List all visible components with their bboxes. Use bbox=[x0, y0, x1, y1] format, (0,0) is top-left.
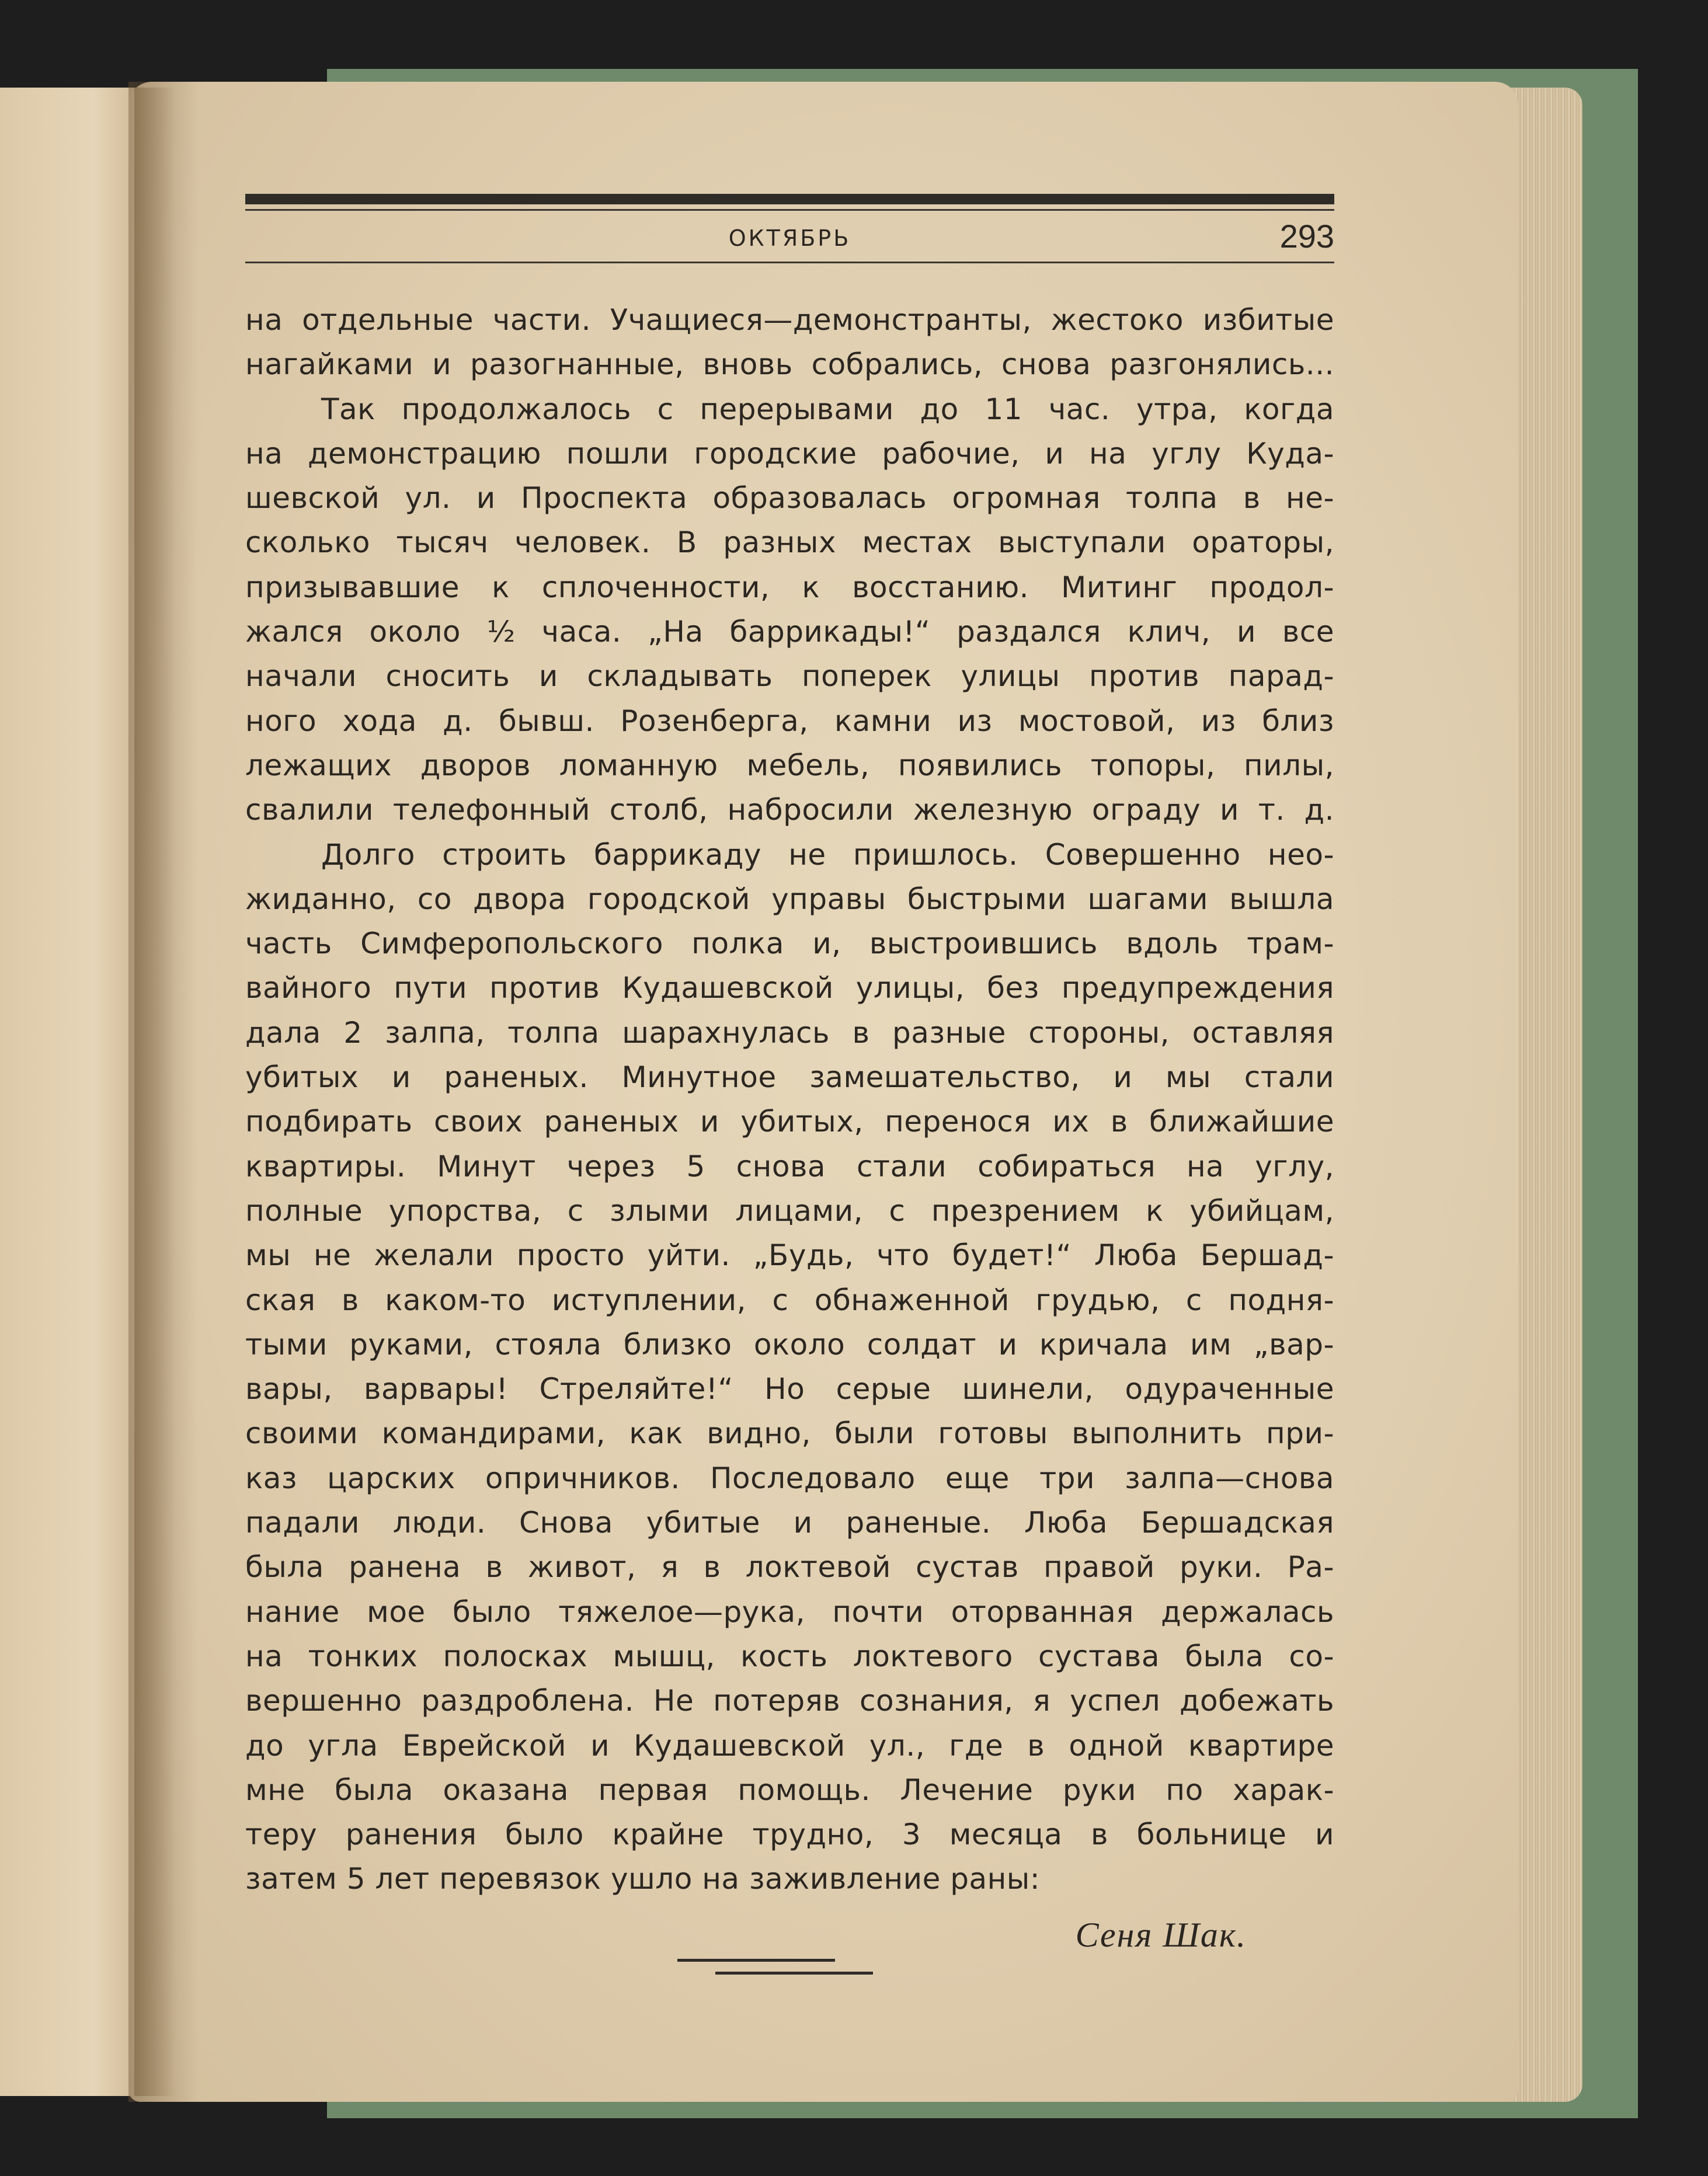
text-line: теру ранения было крайне трудно, 3 месяца в больнице и bbox=[245, 1818, 1334, 1852]
text-line: тыми руками, стояла близко около солдат и кричала им „вар- bbox=[245, 1327, 1334, 1362]
text-line: сколько тысяч человек. В разных местах выступали ораторы, bbox=[245, 525, 1334, 560]
page-number: 293 bbox=[1279, 218, 1334, 255]
body-text bbox=[245, 298, 1334, 1902]
text-line: вары, варвары! Стреляйте!“ Но серые шинели, одураченные bbox=[245, 1372, 1334, 1406]
header-thin-rule-bottom bbox=[245, 262, 1334, 263]
book-gutter bbox=[134, 88, 175, 2096]
text-line: квартиры. Минут через 5 снова стали собираться на углу, bbox=[245, 1149, 1334, 1183]
text-line: падали люди. Снова убитые и раненые. Люба Бершадская bbox=[245, 1506, 1334, 1540]
running-title: ОКТЯБРЬ bbox=[728, 225, 851, 251]
author-signature: Сеня Шак. bbox=[1075, 1916, 1247, 1954]
text-line: полные упорства, с злыми лицами, с презрением к убийцам, bbox=[245, 1193, 1334, 1228]
end-rule bbox=[677, 1959, 835, 1962]
header-thick-rule bbox=[245, 194, 1334, 204]
text-line: Так продолжалось с перерывами до 11 час. утра, когда bbox=[321, 392, 1334, 426]
text-line: убитых и раненых. Минутное замешательство, и мы стали bbox=[245, 1060, 1334, 1095]
text-line: на отдельные части. Учащиеся—демонстранты, жестоко избитые bbox=[245, 303, 1334, 337]
text-line: подбирать своих раненых и убитых, перенося их в ближайшие bbox=[245, 1105, 1334, 1139]
text-line: своими командирами, как видно, были готовы выполнить при- bbox=[245, 1416, 1334, 1451]
text-line: нание мое было тяжелое—рука, почти оторванная держалась bbox=[245, 1594, 1334, 1629]
text-line: жался около ½ часа. „На баррикады!“ раздался клич, и все bbox=[245, 615, 1334, 649]
text-line: жиданно, со двора городской управы быстрыми шагами вышла bbox=[245, 882, 1334, 916]
running-header bbox=[245, 215, 1334, 267]
text-line: свалили телефонный столб, набросили железную ограду и т. д. bbox=[245, 793, 1334, 827]
text-line: каз царских опричников. Последовало еще три залпа—снова bbox=[245, 1461, 1334, 1495]
text-line: призывавшие к сплоченности, к восстанию. Митинг продол- bbox=[245, 570, 1334, 604]
text-line: лежащих дворов ломанную мебель, появились топоры, пилы, bbox=[245, 748, 1334, 782]
text-line: на демонстрацию пошли городские рабочие, и на углу Куда- bbox=[245, 436, 1334, 471]
text-line: до угла Еврейской и Кудашевской ул., где в одной квартире bbox=[245, 1728, 1334, 1763]
page-content bbox=[245, 187, 1334, 1997]
text-line: ного хода д. бывш. Розенберга, камни из мостовой, из близ bbox=[245, 704, 1334, 738]
text-line: была ранена в живот, я в локтевой сустав правой руки. Ра- bbox=[245, 1550, 1334, 1585]
text-line: шевской ул. и Проспекта образовалась огромная толпа в не- bbox=[245, 481, 1334, 516]
text-line: вершенно раздроблена. Не потеряв сознания, я успел добежать bbox=[245, 1684, 1334, 1718]
text-line: вайного пути против Кудашевской улицы, без предупреждения bbox=[245, 971, 1334, 1005]
text-line: часть Симферопольского полка и, выстроившись вдоль трам- bbox=[245, 927, 1334, 961]
header-thin-rule-top bbox=[245, 209, 1334, 211]
text-line: ская в каком-то иступлении, с обнаженной грудью, с подня- bbox=[245, 1283, 1334, 1317]
text-line: начали сносить и складывать поперек улицы против парад- bbox=[245, 659, 1334, 694]
text-line: мы не желали просто уйти. „Будь, что будет!“ Люба Бершад- bbox=[245, 1238, 1334, 1273]
text-line: мне была оказана первая помощь. Лечение руки по харак- bbox=[245, 1773, 1334, 1807]
end-rule bbox=[715, 1972, 873, 1975]
text-line: нагайками и разогнанные, вновь собрались, снова разгонялись... bbox=[245, 347, 1334, 382]
text-line: Долго строить баррикаду не пришлось. Совершенно нео- bbox=[321, 837, 1334, 872]
text-line: дала 2 залпа, толпа шарахнулась в разные стороны, оставляя bbox=[245, 1015, 1334, 1050]
text-line: на тонких полосках мышц, кость локтевого сустава была со- bbox=[245, 1639, 1334, 1673]
text-line: затем 5 лет перевязок ушло на заживление раны: bbox=[245, 1862, 1041, 1896]
